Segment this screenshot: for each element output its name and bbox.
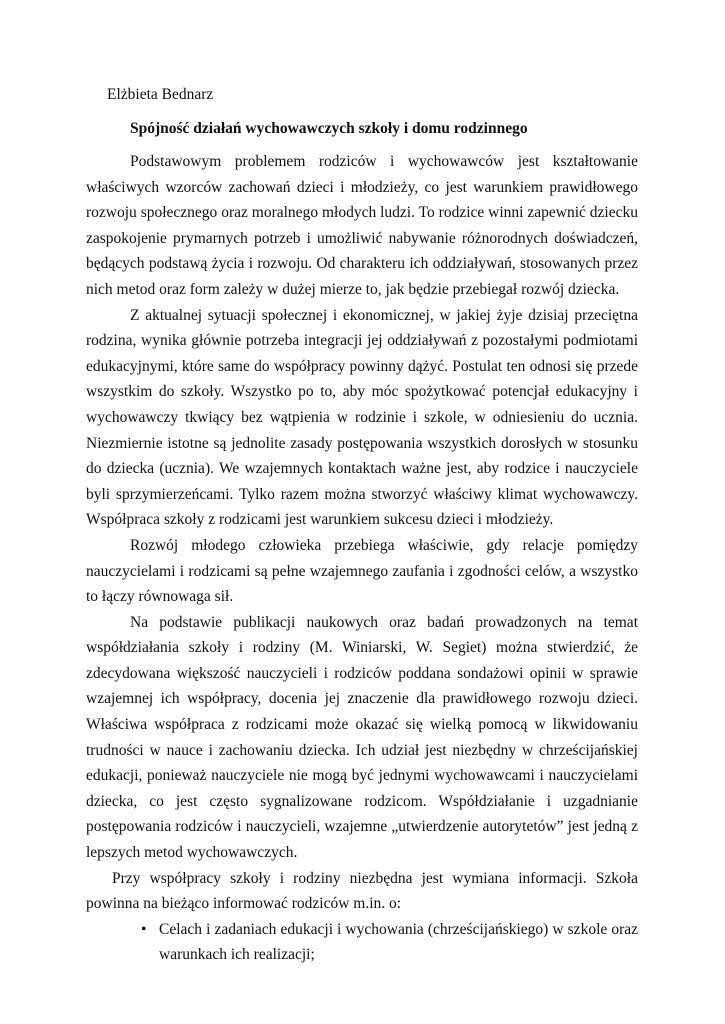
- paragraph-2: Z aktualnej sytuacji społecznej i ekonomicznej, w jakiej żyje dzisiaj przeciętna rodzina, wynika głównie potrzeba integracji jej oddziaływań z pozostałymi podmiotami edukacyjnymi, które same do współpracy powinny dążyć. Postulat ten odnosi się przede wszystkim do szkoły. Wszystko po to, aby móc spożytkować potencjał edukacyjny i wychowawczy tkwiący bez wątpienia w rodzinie i szkole, w odniesieniu do ucznia. Niezmiernie istotne są jednolite zasady postępowania wszystkich dorosłych w stosunku do dziecka (ucznia). We wzajemnych kontaktach ważne jest, aby rodzice i nauczyciele byli sprzymierzeńcami. Tylko razem można stworzyć właściwy klimat wychowawczy. Współpraca szkoły z rodzicami jest warunkiem sukcesu dzieci i młodzieży.: [86, 306, 638, 529]
- list-item: [141, 917, 638, 968]
- paragraph-4: Na podstawie publikacji naukowych oraz badań prowadzonych na temat współdziałania szkoły i rodziny (M. Winiarski, W. Segiet) można stwierdzić, że zdecydowana większość nauczycieli i rodziców poddana sondażowi opinii w sprawie wzajemnej ich współpracy, docenia jej znaczenie dla prawidłowego rozwoju dzieci. Właściwa współpraca z rodzicami może okazać się wielką pomocą w likwidowaniu trudności w nauce i zachowaniu dziecka. Ich udział jest niezbędny w chrześcijańskiej edukacji, ponieważ nauczyciele nie mogą być jednymi wychowawcami i nauczycielami dziecka, co jest często sygnalizowane rodzicom. Współdziałanie i uzgadnianie postępowania rodziców i nauczycieli, wzajemne „utwierdzenie autorytetów” jest jedną z lepszych metod wychowawczych.: [86, 613, 638, 862]
- document-title: Spójność działań wychowawczych szkoły i domu rodzinnego: [130, 120, 528, 137]
- list-item-text: Celach i zadaniach edukacji i wychowania (chrześcijańskiego) w szkole oraz warunkach ich realizacji;: [159, 920, 638, 964]
- paragraph-1: Podstawowym problemem rodziców i wychowawców jest kształtowanie właściwych wzorców zachowań dzieci i młodzieży, co jest warunkiem prawidłowego rozwoju społecznego oraz moralnego młodych ludzi. To rodzice winni zapewnić dziecku zaspokojenie prymarnych potrzeb i umożliwić nabywanie różnorodnych doświadczeń, będących podstawą życia i rozwoju. Od charakteru ich oddziaływań, stosowanych przez nich metod oraz form zależy w dużej mierze to, jak będzie przebiegał rozwój dziecka.: [86, 153, 638, 298]
- bullet-icon: •: [141, 920, 147, 938]
- bullet-list: [86, 917, 638, 968]
- paragraph-3: Rozwój młodego człowieka przebiega właściwie, gdy relacje pomiędzy nauczycielami i rodzicami są pełne wzajemnego zaufania i zgodności celów, a wszystko to łączy równowaga sił.: [86, 536, 638, 606]
- author-name: Elżbieta Bednarz: [107, 86, 214, 103]
- paragraph-5: Przy współpracy szkoły i rodziny niezbędna jest wymiana informacji. Szkoła powinna na bieżąco informować rodziców m.in. o:: [86, 869, 638, 913]
- document-body: [86, 149, 638, 968]
